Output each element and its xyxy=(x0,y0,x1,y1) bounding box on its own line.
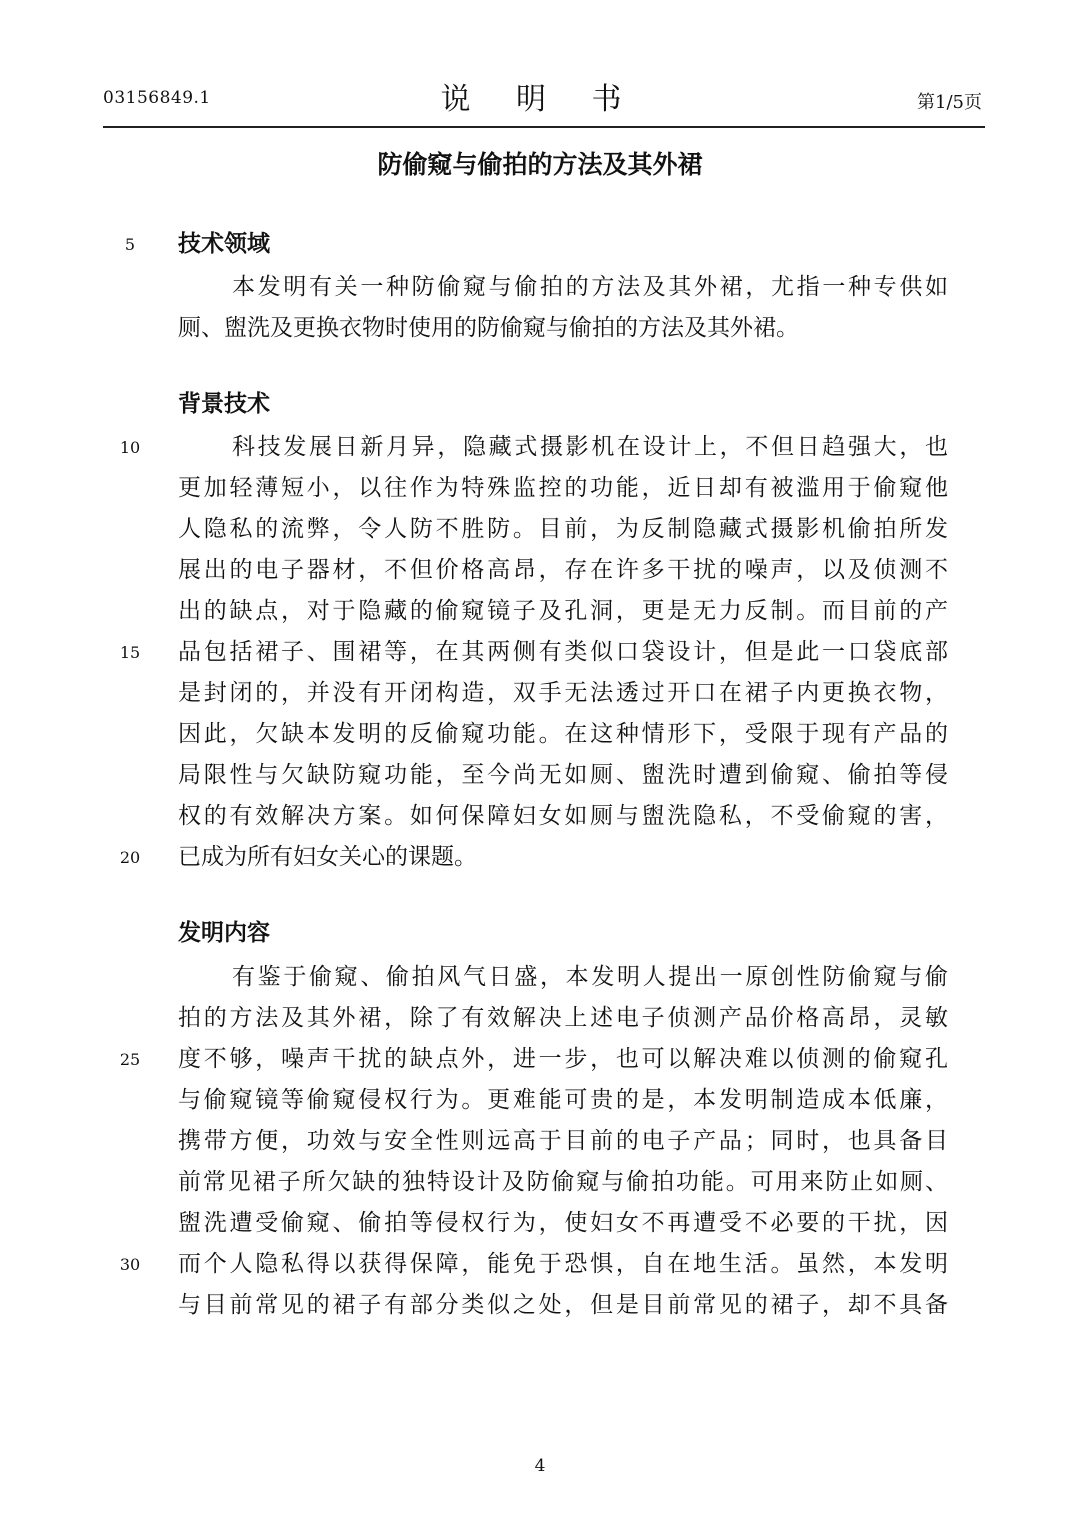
section-heading: 背景技术 xyxy=(178,391,270,417)
section-heading-row xyxy=(0,385,1080,425)
text-line xyxy=(0,1286,1080,1326)
line-text: 已成为所有妇女关心的课题。 xyxy=(178,844,477,870)
line-text: 出的缺点，对于隐藏的偷窥镜子及孔洞，更是无力反制。而目前的产 xyxy=(178,598,948,624)
text-line xyxy=(0,309,1080,349)
line-text: 展出的电子器材，不但价格高昂，存在许多干扰的噪声，以及侦测不 xyxy=(178,557,948,583)
text-line xyxy=(0,715,1080,755)
text-line xyxy=(0,797,1080,837)
line-text: 权的有效解决方案。如何保障妇女如厕与盥洗隐私，不受偷窥的害， xyxy=(178,803,948,829)
text-line xyxy=(0,428,1080,468)
line-number: 10 xyxy=(119,438,141,457)
line-number: 20 xyxy=(119,848,141,867)
section-heading: 发明内容 xyxy=(178,920,270,946)
text-line xyxy=(0,592,1080,632)
line-text: 与偷窥镜等偷窥侵权行为。更难能可贵的是，本发明制造成本低廉， xyxy=(178,1087,948,1113)
line-text: 是封闭的，并没有开闭构造，双手无法透过开口在裙子内更换衣物， xyxy=(178,680,948,706)
line-number: 5 xyxy=(124,235,136,254)
line-number: 25 xyxy=(119,1050,141,1069)
line-text: 本发明有关一种防偷窥与偷拍的方法及其外裙，尤指一种专供如 xyxy=(232,274,948,300)
text-line xyxy=(0,958,1080,998)
text-line xyxy=(0,510,1080,550)
doc-title: 防偷窥与偷拍的方法及其外裙 xyxy=(377,150,703,179)
text-line xyxy=(0,838,1080,878)
text-line xyxy=(0,756,1080,796)
section-heading-row xyxy=(0,225,1080,265)
line-text: 局限性与欠缺防窥功能，至今尚无如厕、盥洗时遭到偷窥、偷拍等侵 xyxy=(178,762,948,788)
line-text: 更加轻薄短小，以往作为特殊监控的功能，近日却有被滥用于偷窥他 xyxy=(178,475,948,501)
line-text: 拍的方法及其外裙，除了有效解决上述电子侦测产品价格高昂，灵敏 xyxy=(178,1005,948,1031)
line-text: 度不够，噪声干扰的缺点外，进一步，也可以解决难以侦测的偷窥孔 xyxy=(178,1046,948,1072)
text-line xyxy=(0,1245,1080,1285)
line-text: 厕、盥洗及更换衣物时使用的防偷窥与偷拍的方法及其外裙。 xyxy=(178,315,799,341)
page-number: 4 xyxy=(534,1456,546,1476)
line-text: 前常见裙子所欠缺的独特设计及防偷窥与偷拍功能。可用来防止如厕、 xyxy=(178,1169,948,1195)
text-line xyxy=(0,1040,1080,1080)
header-rule xyxy=(103,126,985,128)
text-line xyxy=(0,999,1080,1039)
text-line xyxy=(0,1204,1080,1244)
line-text: 有鉴于偷窥、偷拍风气日盛，本发明人提出一原创性防偷窥与偷 xyxy=(232,964,948,990)
text-line xyxy=(0,1163,1080,1203)
doc-number: 03156849.1 xyxy=(103,88,211,108)
section-heading: 技术领域 xyxy=(178,231,270,257)
line-text: 品包括裙子、围裙等，在其两侧有类似口袋设计，但是此一口袋底部 xyxy=(178,639,948,665)
text-line xyxy=(0,551,1080,591)
line-text: 而个人隐私得以获得保障，能免于恐惧，自在地生活。虽然，本发明 xyxy=(178,1251,948,1277)
line-number: 30 xyxy=(119,1255,141,1274)
line-text: 科技发展日新月异，隐藏式摄影机在设计上，不但日趋强大，也 xyxy=(232,434,948,460)
line-text: 与目前常见的裙子有部分类似之处，但是目前常见的裙子，却不具备 xyxy=(178,1292,948,1318)
text-line xyxy=(0,1122,1080,1162)
text-line xyxy=(0,674,1080,714)
line-number: 15 xyxy=(119,643,141,662)
text-line xyxy=(0,268,1080,308)
line-text: 人隐私的流弊，令人防不胜防。目前，为反制隐藏式摄影机偷拍所发 xyxy=(178,516,948,542)
line-text: 盥洗遭受偷窥、偷拍等侵权行为，使妇女不再遭受不必要的干扰，因 xyxy=(178,1210,948,1236)
header-title: 说 明 书 xyxy=(440,82,640,117)
text-line xyxy=(0,1081,1080,1121)
text-line xyxy=(0,633,1080,673)
text-line xyxy=(0,469,1080,509)
section-heading-row xyxy=(0,914,1080,954)
line-text: 携带方便，功效与安全性则远高于目前的电子产品；同时，也具备目 xyxy=(178,1128,948,1154)
page-indicator: 第1/5页 xyxy=(917,92,982,113)
line-text: 因此，欠缺本发明的反偷窥功能。在这种情形下，受限于现有产品的 xyxy=(178,721,948,747)
